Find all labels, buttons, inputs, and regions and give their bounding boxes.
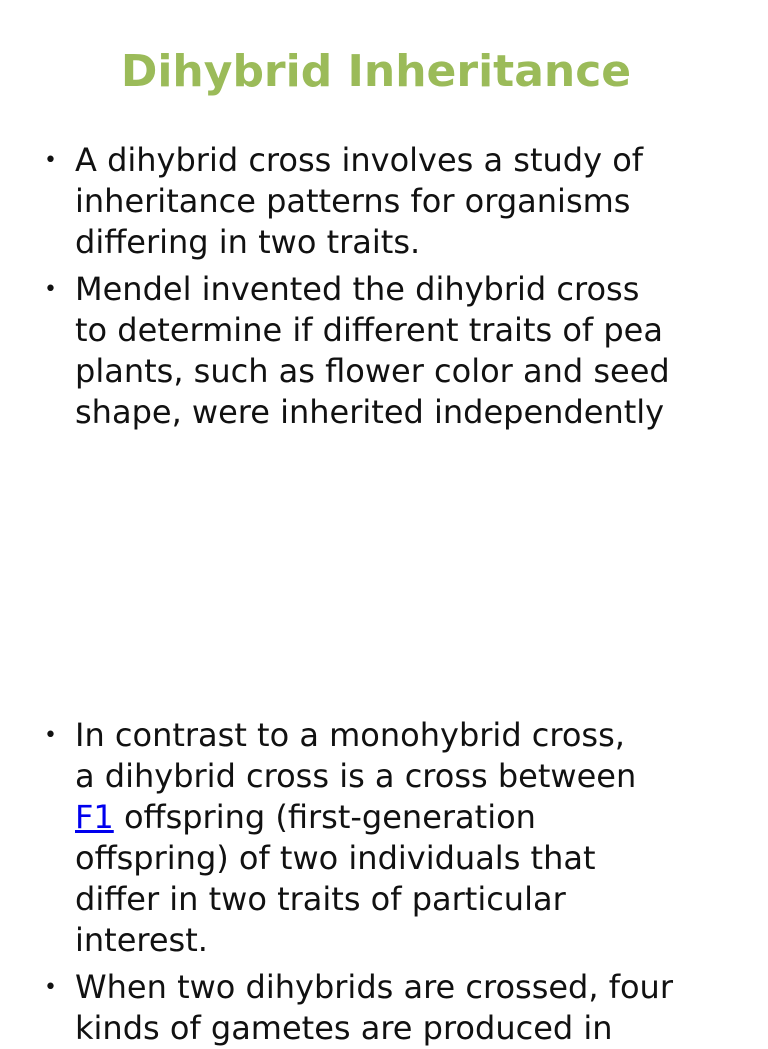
- bullet-item: [0, 967, 768, 1049]
- bullet-text-line: A dihybrid cross involves a study of: [75, 141, 644, 179]
- bullet-text-line: inheritance patterns for organisms: [75, 182, 631, 220]
- bullet-icon: •: [44, 723, 57, 748]
- bullet-text-line: interest.: [75, 921, 208, 959]
- bullet-text-line: differing in two traits.: [75, 223, 421, 261]
- bullet-icon: •: [44, 148, 57, 173]
- bullet-item: [0, 715, 768, 961]
- bullet-text-line: plants, such as flower color and seed: [75, 352, 670, 390]
- bullet-text-line: offspring) of two individuals that: [75, 839, 596, 877]
- bullet-text-line: to determine if different traits of pea: [75, 311, 663, 349]
- slide-title: Dihybrid Inheritance: [120, 46, 632, 97]
- bullet-item: [0, 269, 768, 433]
- bullet-text-line: In contrast to a monohybrid cross,: [75, 716, 625, 754]
- bullet-icon: •: [44, 975, 57, 1000]
- bullet-text-line: Mendel invented the dihybrid cross: [75, 270, 640, 308]
- bullet-list-top: [0, 140, 768, 433]
- bullet-item: [0, 140, 768, 263]
- bullet-icon: •: [44, 277, 57, 302]
- bullet-text-line: a dihybrid cross is a cross between: [75, 757, 637, 795]
- bullet-text-line: shape, were inherited independently: [75, 393, 665, 431]
- bullet-list-bottom: [0, 715, 768, 1049]
- bullet-text-fragment: offspring (first-generation: [113, 798, 536, 836]
- bullet-text-line: differ in two traits of particular: [75, 880, 566, 918]
- bullet-text-line: [75, 797, 728, 838]
- bullet-text-line: When two dihybrids are crossed, four: [75, 968, 673, 1006]
- bullet-text-line: kinds of gametes are produced in: [75, 1009, 613, 1047]
- f1-link[interactable]: F1: [75, 798, 114, 836]
